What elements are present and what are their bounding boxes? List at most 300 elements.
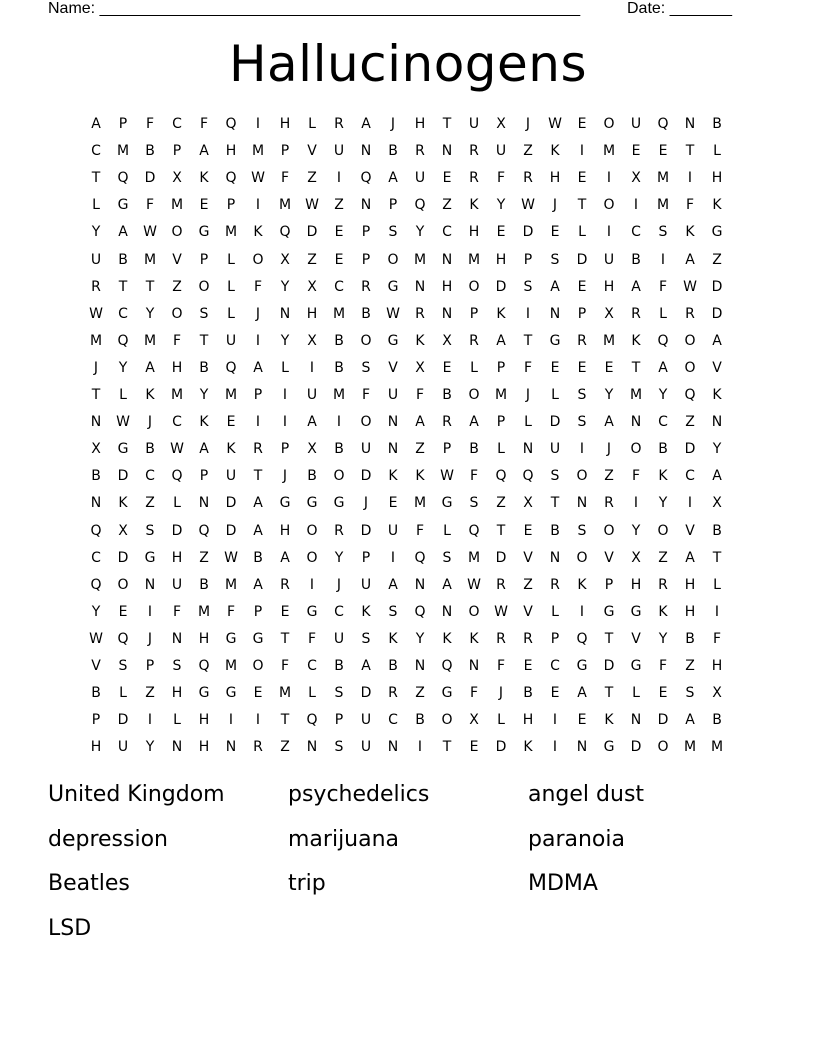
grid-letter: Y (118, 359, 128, 376)
grid-letter: M (602, 332, 616, 349)
grid-letter: H (603, 278, 615, 295)
grid-letter: P (199, 251, 209, 268)
grid-letter: I (336, 414, 342, 431)
grid-letter: F (658, 658, 668, 674)
grid-letter: M (197, 603, 211, 620)
grid-letter: A (361, 658, 371, 674)
grid-letter: Z (334, 197, 344, 214)
grid-letter: D (360, 522, 372, 539)
word-bank-item: angel dust (528, 782, 645, 807)
grid-letter: V (388, 359, 398, 376)
grid-letter: L (281, 359, 289, 376)
grid-letter: F (307, 630, 317, 647)
grid-letter: J (282, 468, 288, 485)
grid-letter: L (632, 685, 640, 702)
grid-letter: Y (91, 603, 101, 620)
grid-letter: V (523, 549, 533, 566)
grid-letter: O (468, 278, 480, 295)
grid-letter: K (658, 603, 668, 620)
grid-letter: U (360, 739, 372, 756)
grid-letter: U (603, 251, 615, 268)
date-line: Date: _______ (627, 0, 732, 17)
grid-letter: E (550, 359, 560, 376)
grid-letter: Z (199, 549, 209, 566)
grid-letter: F (145, 197, 155, 214)
grid-letter: F (280, 658, 290, 674)
grid-letter: E (577, 712, 587, 729)
grid-letter: E (496, 224, 506, 241)
grid-letter: V (604, 549, 614, 566)
grid-letter: H (279, 116, 291, 132)
grid-letter: L (713, 576, 721, 593)
grid-letter: R (469, 143, 479, 160)
grid-letter: N (630, 712, 642, 729)
word-bank-item: MDMA (528, 871, 598, 896)
grid-letter: O (657, 522, 669, 539)
grid-letter: B (199, 359, 209, 376)
grid-letter: D (711, 305, 723, 322)
grid-letter: H (306, 305, 318, 322)
grid-letter: Q (90, 576, 102, 593)
grid-letter: R (658, 576, 668, 593)
grid-letter: I (309, 576, 315, 593)
grid-letter: J (147, 630, 153, 647)
grid-letter: S (577, 522, 587, 539)
grid-letter: U (225, 468, 237, 485)
grid-letter: A (685, 251, 695, 268)
grid-letter: E (658, 143, 668, 160)
grid-letter: Y (415, 630, 425, 647)
grid-letter: Z (523, 576, 533, 593)
grid-letter: D (117, 549, 129, 566)
grid-letter: B (550, 522, 560, 539)
grid-letter: D (495, 278, 507, 295)
grid-letter: I (687, 170, 693, 187)
grid-letter: L (227, 278, 235, 295)
grid-letter: G (603, 603, 615, 620)
grid-letter: B (307, 468, 317, 485)
grid-letter: B (442, 387, 452, 403)
grid-letter: M (143, 251, 157, 268)
grid-letter: K (388, 630, 398, 647)
grid-letter: R (577, 332, 587, 349)
grid-letter: I (552, 739, 558, 756)
grid-letter: N (225, 739, 237, 756)
grid-letter: R (523, 630, 533, 647)
grid-letter: I (714, 603, 720, 620)
grid-letter: W (440, 468, 454, 485)
grid-letter: L (551, 603, 559, 620)
grid-letter: A (415, 414, 425, 431)
grid-letter: N (684, 116, 696, 132)
grid-letter: C (91, 143, 101, 160)
grid-letter: O (198, 278, 210, 295)
grid-letter: H (522, 712, 534, 729)
grid-letter: C (172, 414, 182, 431)
grid-letter: R (253, 441, 263, 458)
grid-letter: X (280, 251, 290, 268)
grid-letter: K (469, 197, 479, 214)
grid-letter: U (360, 441, 372, 458)
grid-letter: Q (225, 359, 237, 376)
grid-letter: M (629, 387, 643, 403)
grid-letter: D (711, 278, 723, 295)
grid-letter: D (171, 522, 183, 539)
grid-letter: A (199, 143, 209, 160)
grid-letter: E (658, 685, 668, 702)
grid-letter: I (255, 116, 261, 132)
grid-letter: K (631, 332, 641, 349)
grid-letter: M (332, 305, 346, 322)
grid-letter: E (550, 685, 560, 702)
grid-letter: N (441, 603, 453, 620)
grid-letter: X (631, 549, 641, 566)
grid-letter: T (631, 359, 641, 376)
grid-letter: Z (307, 251, 317, 268)
grid-letter: I (309, 359, 315, 376)
grid-letter: C (145, 468, 155, 485)
grid-letter: A (550, 278, 560, 295)
grid-letter: H (711, 658, 723, 674)
grid-letter: S (334, 739, 344, 756)
grid-letter: B (712, 522, 722, 539)
grid-letter: E (253, 685, 263, 702)
grid-letter: D (306, 224, 318, 241)
grid-letter: A (442, 576, 452, 593)
grid-letter: C (388, 712, 398, 729)
grid-letter: N (198, 495, 210, 512)
grid-letter: G (387, 332, 399, 349)
grid-letter: P (253, 603, 263, 620)
grid-letter: P (361, 251, 371, 268)
grid-letter: M (683, 739, 697, 756)
grid-letter: O (630, 441, 642, 458)
grid-letter: X (307, 278, 317, 295)
grid-letter: E (118, 603, 128, 620)
grid-letter: T (442, 116, 452, 132)
grid-letter: A (199, 441, 209, 458)
grid-letter: W (548, 116, 562, 132)
grid-letter: E (334, 251, 344, 268)
grid-letter: B (253, 549, 263, 566)
grid-letter: N (90, 414, 102, 431)
grid-letter: L (551, 387, 559, 403)
grid-letter: G (630, 658, 642, 674)
grid-letter: I (552, 712, 558, 729)
grid-letter: T (712, 549, 722, 566)
grid-letter: Y (631, 522, 641, 539)
grid-letter: T (145, 278, 155, 295)
grid-letter: S (199, 305, 209, 322)
grid-letter: N (387, 441, 399, 458)
grid-letter: P (469, 305, 479, 322)
grid-letter: E (388, 495, 398, 512)
grid-letter: Q (522, 468, 534, 485)
grid-letter: R (361, 278, 371, 295)
grid-letter: U (333, 630, 345, 647)
grid-letter: N (549, 305, 561, 322)
grid-letter: H (549, 170, 561, 187)
grid-letter: G (117, 441, 129, 458)
grid-letter: Q (684, 387, 696, 403)
grid-letter: R (604, 495, 614, 512)
grid-letter: B (91, 468, 101, 485)
grid-letter: S (361, 630, 371, 647)
grid-letter: W (521, 197, 535, 214)
grid-letter: K (388, 468, 398, 485)
grid-letter: B (523, 685, 533, 702)
grid-letter: Z (442, 197, 452, 214)
grid-letter: F (712, 630, 722, 647)
grid-letter: M (278, 197, 292, 214)
grid-letter: M (710, 739, 724, 756)
grid-letter: X (172, 170, 182, 187)
grid-letter: M (656, 197, 670, 214)
grid-letter: R (280, 576, 290, 593)
grid-letter: E (577, 278, 587, 295)
grid-letter: A (253, 359, 263, 376)
grid-letter: P (280, 143, 290, 160)
grid-letter: C (172, 116, 182, 132)
grid-letter: G (117, 197, 129, 214)
grid-letter: N (630, 414, 642, 431)
grid-letter: Y (145, 305, 155, 322)
grid-letter: F (469, 468, 479, 485)
grid-letter: L (578, 224, 586, 241)
grid-letter: C (91, 549, 101, 566)
grid-letter: R (415, 143, 425, 160)
grid-letter: B (469, 441, 479, 458)
grid-letter: T (91, 387, 101, 403)
grid-letter: W (305, 197, 319, 214)
grid-letter: K (415, 332, 425, 349)
grid-letter: W (683, 278, 697, 295)
grid-letter: H (630, 576, 642, 593)
grid-letter: L (308, 685, 316, 702)
grid-letter: K (712, 197, 722, 214)
grid-letter: J (363, 495, 369, 512)
grid-letter: Q (225, 116, 237, 132)
grid-letter: I (417, 739, 423, 756)
grid-letter: U (90, 251, 102, 268)
grid-letter: Q (117, 170, 129, 187)
grid-letter: G (333, 495, 345, 512)
grid-letter: F (523, 359, 533, 376)
grid-letter: O (468, 603, 480, 620)
word-bank-item: marijuana (288, 826, 400, 852)
grid-letter: I (606, 170, 612, 187)
grid-letter: O (252, 251, 264, 268)
grid-letter: Y (658, 495, 668, 512)
grid-letter: V (685, 522, 695, 539)
grid-letter: O (657, 739, 669, 756)
grid-letter: M (602, 143, 616, 160)
grid-letter: M (251, 143, 265, 160)
grid-letter: V (712, 359, 722, 376)
grid-letter: G (549, 332, 561, 349)
grid-letter: J (552, 197, 558, 214)
grid-letter: P (523, 251, 533, 268)
grid-letter: H (198, 712, 210, 729)
grid-letter: P (361, 224, 371, 241)
grid-letter: C (118, 305, 128, 322)
puzzle-title: Hallucinogens (228, 35, 588, 93)
grid-letter: P (199, 468, 209, 485)
grid-letter: Q (117, 332, 129, 349)
grid-letter: H (279, 522, 291, 539)
grid-letter: A (712, 332, 722, 349)
grid-letter: S (523, 278, 533, 295)
grid-letter: N (306, 739, 318, 756)
grid-letter: O (117, 576, 129, 593)
grid-letter: K (226, 441, 236, 458)
grid-letter: F (658, 278, 668, 295)
grid-letter: M (224, 658, 238, 674)
grid-letter: S (361, 359, 371, 376)
grid-letter: I (606, 224, 612, 241)
grid-letter: N (360, 143, 372, 160)
grid-letter: E (631, 143, 641, 160)
grid-letter: H (198, 630, 210, 647)
grid-letter: D (360, 685, 372, 702)
grid-letter: J (336, 576, 342, 593)
grid-letter: E (199, 197, 209, 214)
grid-letter: E (442, 359, 452, 376)
grid-letter: O (306, 522, 318, 539)
word-bank-item: LSD (48, 915, 92, 941)
grid-letter: O (603, 116, 615, 132)
grid-letter: B (658, 441, 668, 458)
grid-letter: D (657, 712, 669, 729)
grid-letter: B (685, 630, 695, 647)
grid-letter: K (361, 603, 371, 620)
grid-letter: Y (280, 332, 290, 349)
grid-letter: T (199, 332, 209, 349)
grid-letter: P (496, 359, 506, 376)
grid-letter: D (495, 549, 507, 566)
grid-letter: H (468, 224, 480, 241)
grid-letter: F (145, 116, 155, 132)
grid-letter: F (226, 603, 236, 620)
grid-letter: J (498, 685, 504, 702)
grid-letter: G (306, 603, 318, 620)
grid-letter: Q (414, 549, 426, 566)
grid-letter: O (468, 387, 480, 403)
grid-letter: S (550, 468, 560, 485)
grid-letter: A (253, 576, 263, 593)
grid-letter: A (307, 414, 317, 431)
grid-letter: X (523, 495, 533, 512)
grid-letter: A (712, 468, 722, 485)
grid-letter: N (468, 658, 480, 674)
grid-letter: B (334, 658, 344, 674)
grid-letter: F (172, 332, 182, 349)
grid-letter: B (334, 332, 344, 349)
grid-letter: P (577, 305, 587, 322)
grid-letter: A (388, 576, 398, 593)
grid-letter: X (118, 522, 128, 539)
grid-letter: G (441, 685, 453, 702)
word-bank-item: psychedelics (288, 782, 430, 807)
grid-letter: P (604, 576, 614, 593)
grid-letter: T (496, 522, 506, 539)
grid-letter: A (658, 359, 668, 376)
grid-letter: N (171, 739, 183, 756)
grid-letter: L (497, 712, 505, 729)
grid-letter: R (91, 278, 101, 295)
grid-letter: F (253, 278, 263, 295)
grid-letter: A (361, 116, 371, 132)
grid-letter: U (360, 576, 372, 593)
grid-letter: I (282, 387, 288, 403)
grid-letter: J (525, 116, 531, 132)
grid-letter: G (603, 739, 615, 756)
grid-letter: R (496, 630, 506, 647)
grid-letter: Z (145, 685, 155, 702)
grid-letter: O (360, 414, 372, 431)
grid-letter: D (225, 495, 237, 512)
grid-letter: A (253, 495, 263, 512)
grid-letter: Q (441, 658, 453, 674)
grid-letter: D (549, 414, 561, 431)
grid-letter: I (579, 441, 585, 458)
grid-letter: M (170, 197, 184, 214)
grid-letter: N (414, 278, 426, 295)
grid-letter: S (388, 603, 398, 620)
grid-letter: A (118, 224, 128, 241)
grid-letter: M (224, 224, 238, 241)
grid-letter: O (684, 332, 696, 349)
grid-letter: H (171, 549, 183, 566)
grid-letter: P (226, 197, 236, 214)
grid-letter: P (550, 630, 560, 647)
grid-letter: Y (658, 630, 668, 647)
grid-letter: B (712, 712, 722, 729)
grid-letter: G (576, 658, 588, 674)
grid-letter: D (495, 739, 507, 756)
grid-letter: A (280, 549, 290, 566)
grid-letter: Y (145, 739, 155, 756)
grid-letter: I (579, 603, 585, 620)
grid-letter: P (442, 441, 452, 458)
grid-letter: A (91, 116, 101, 132)
grid-letter: X (712, 685, 722, 702)
grid-letter: H (684, 603, 696, 620)
grid-letter: S (577, 387, 587, 403)
grid-letter: B (388, 658, 398, 674)
grid-letter: K (550, 143, 560, 160)
grid-letter: I (579, 143, 585, 160)
grid-letter: G (279, 495, 291, 512)
grid-letter: X (91, 441, 101, 458)
grid-letter: T (91, 170, 101, 187)
grid-letter: B (361, 305, 371, 322)
grid-letter: E (442, 170, 452, 187)
grid-letter: O (360, 332, 372, 349)
grid-letter: R (334, 522, 344, 539)
grid-letter: U (630, 116, 642, 132)
grid-letter: I (255, 414, 261, 431)
grid-letter: R (469, 170, 479, 187)
grid-letter: P (334, 712, 344, 729)
grid-letter: L (119, 387, 127, 403)
grid-letter: E (226, 414, 236, 431)
grid-letter: R (496, 576, 506, 593)
grid-letter: Z (415, 441, 425, 458)
grid-letter: M (89, 332, 103, 349)
grid-letter: Q (495, 468, 507, 485)
grid-letter: W (386, 305, 400, 322)
